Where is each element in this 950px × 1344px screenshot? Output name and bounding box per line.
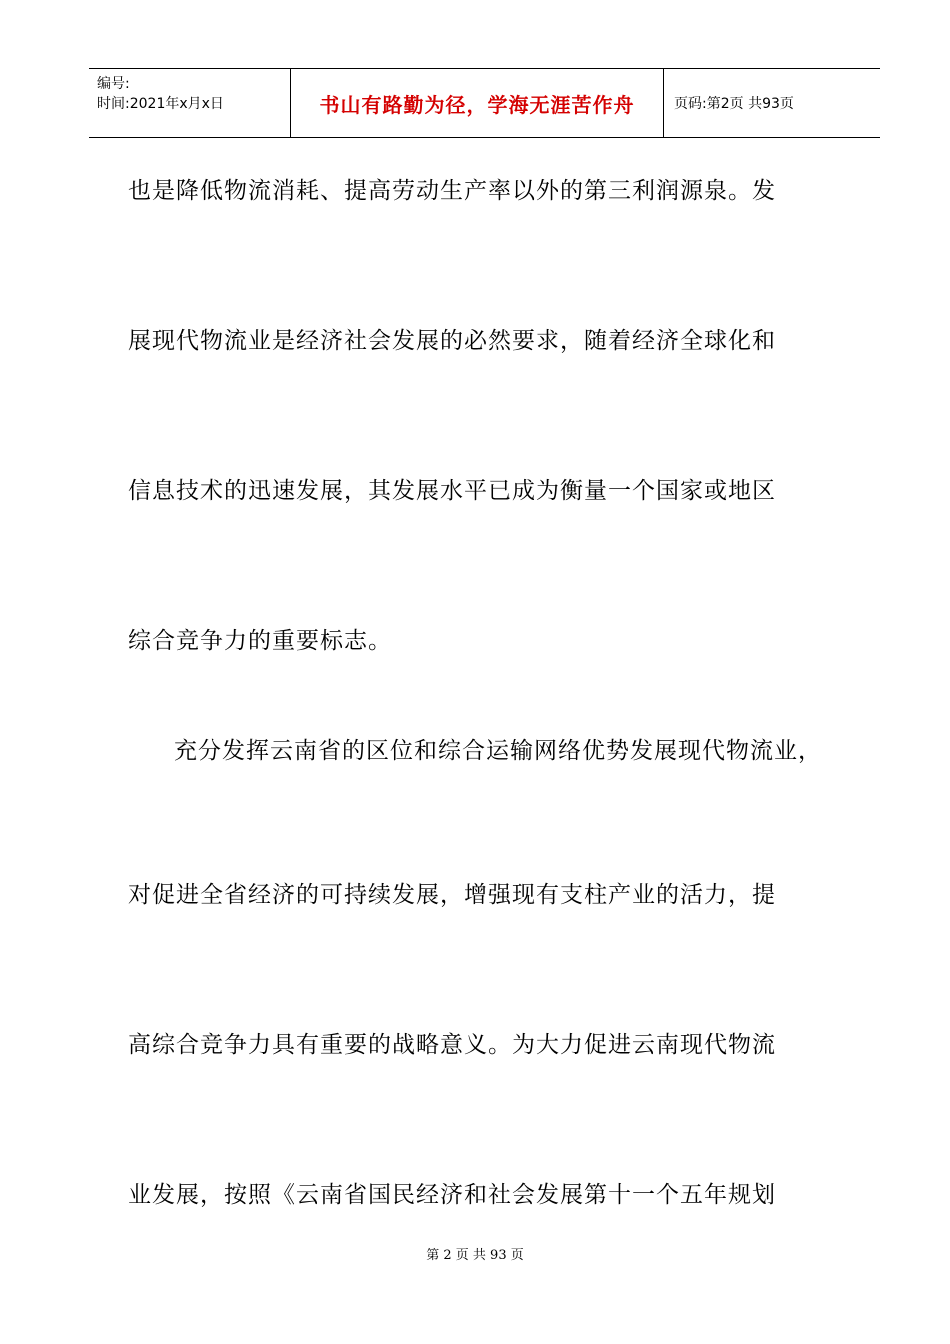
- motto-text: 书山有路勤为径，学海无涯苦作舟: [319, 92, 635, 117]
- header-motto-cell: [291, 69, 664, 137]
- body-text-line: 信息技术的迅速发展，其发展水平已成为衡量一个国家或地区: [128, 478, 776, 504]
- page-footer: 第 2 页 共 93 页: [426, 1248, 524, 1263]
- body-text-line: 高综合竞争力具有重要的战略意义。为大力促进云南现代物流: [128, 1032, 776, 1058]
- body-text-line: 综合竞争力的重要标志。: [128, 628, 392, 654]
- header-page-cell: [664, 69, 880, 137]
- body-text-line: 展现代物流业是经济社会发展的必然要求，随着经济全球化和: [128, 328, 776, 354]
- page-code-label: 页码:第2页 共93页: [674, 96, 794, 112]
- paragraph-start-line: 充分发挥云南省的区位和综合运输网络优势发展现代物流业，: [174, 738, 822, 764]
- document-header: [89, 68, 880, 138]
- body-text-line: 对促进全省经济的可持续发展，增强现有支柱产业的活力，提: [128, 882, 776, 908]
- date-label: 时间:2021年x月x日: [97, 96, 224, 112]
- serial-number-label: 编号:: [97, 76, 130, 92]
- body-text-line: 业发展，按照《云南省国民经济和社会发展第十一个五年规划: [128, 1182, 776, 1208]
- header-meta-cell: [89, 69, 291, 137]
- body-text-line: 也是降低物流消耗、提高劳动生产率以外的第三利润源泉。发: [128, 178, 776, 204]
